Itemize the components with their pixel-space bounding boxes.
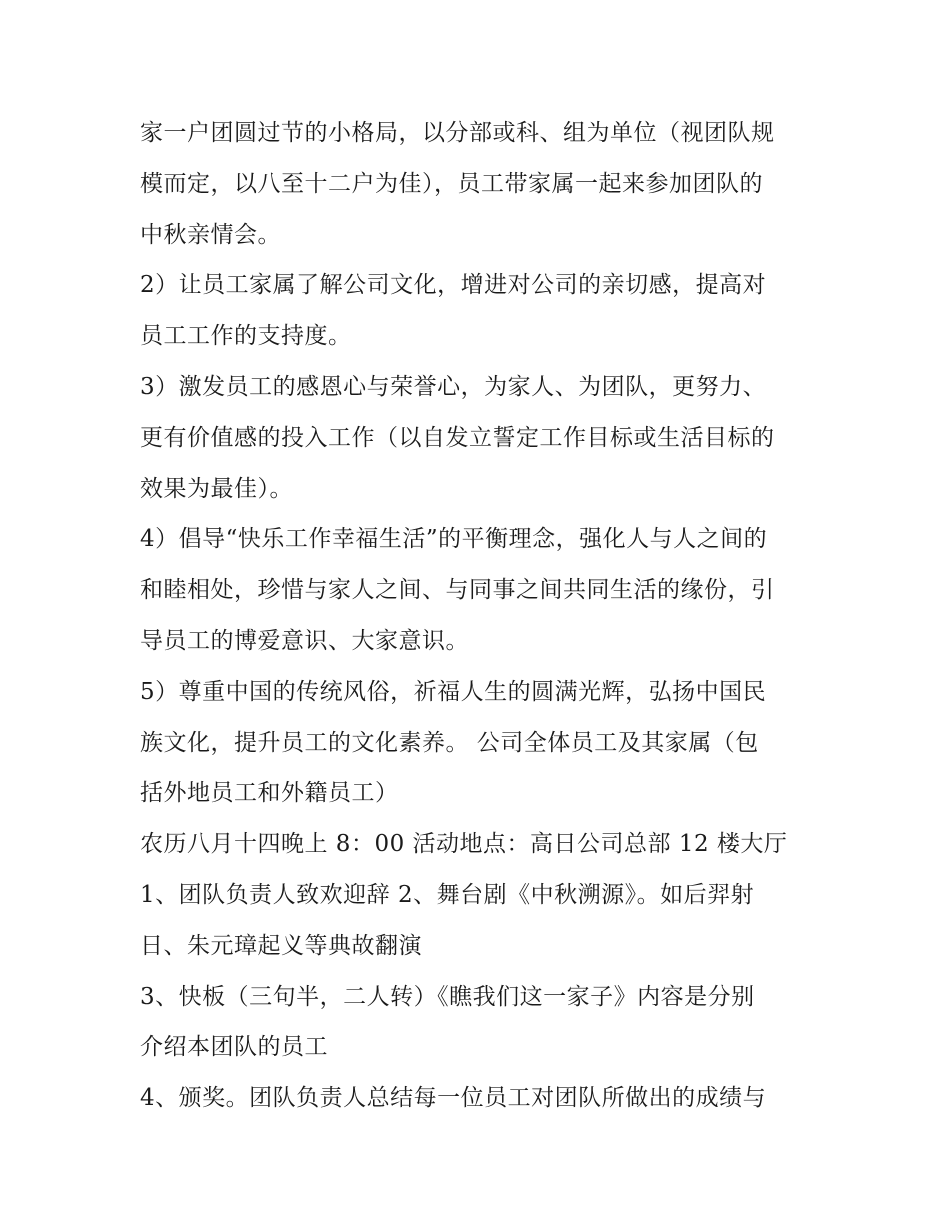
text-line: 括外地员工和外籍员工） bbox=[140, 780, 399, 807]
text-line: 效果为最佳）。 bbox=[140, 475, 293, 502]
text-line: 和睦相处，珍惜与家人之间、与同事之间共同生活的缘份，引 bbox=[140, 577, 775, 604]
text-line: 4）倡导“快乐工作幸福生活”的平衡理念，强化人与人之间的 bbox=[140, 526, 768, 553]
text-line: 3）激发员工的感恩心与荣誉心，为家人、为团队，更努力、 bbox=[140, 373, 767, 400]
text-line: 农历八月十四晚上 8：00 活动地点：高日公司总部 12 楼大厅 bbox=[140, 831, 788, 858]
text-line: 1、团队负责人致欢迎辞 2、舞台剧《中秋溯源》。如后羿射 bbox=[140, 881, 755, 908]
text-line: 模而定，以八至十二户为佳），员工带家属一起来参加团队的 bbox=[140, 170, 763, 197]
text-line: 4、颁奖。团队负责人总结每一位员工对团队所做出的成绩与 bbox=[140, 1085, 767, 1112]
text-line: 5）尊重中国的传统风俗，祈福人生的圆满光辉，弘扬中国民 bbox=[140, 678, 767, 705]
document-body bbox=[140, 108, 830, 1124]
text-line: 员工工作的支持度。 bbox=[140, 323, 352, 350]
text-line: 族文化，提升员工的文化素养。 公司全体员工及其家属（包 bbox=[140, 729, 759, 756]
text-line: 家一户团圆过节的小格局，以分部或科、组为单位（视团队规 bbox=[140, 120, 775, 146]
text-line: 2）让员工家属了解公司文化，增进对公司的亲切感，提高对 bbox=[140, 272, 767, 299]
text-line: 3、快板（三句半，二人转）《瞧我们这一家子》内容是分别 bbox=[140, 983, 755, 1010]
text-line: 日、朱元璋起义等典故翻演 bbox=[140, 932, 422, 959]
text-line: 介绍本团队的员工 bbox=[140, 1034, 328, 1061]
text-line: 更有价值感的投入工作（以自发立誓定工作目标或生活目标的 bbox=[140, 424, 775, 451]
text-line: 中秋亲情会。 bbox=[140, 221, 281, 248]
text-line: 导员工的博爱意识、大家意识。 bbox=[140, 627, 469, 654]
